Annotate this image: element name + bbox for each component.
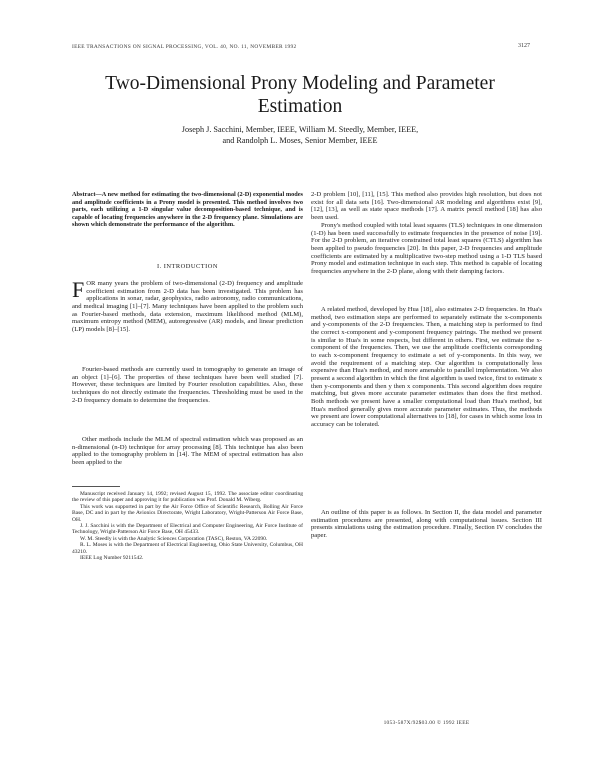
footnote-author-3: R. L. Moses is with the Department of Electrical Engineering, Ohio State University, Columbus, OH 43210. [72, 542, 303, 555]
right-paragraph-3: A related method, developed by Hua [18], also estimates 2-D frequencies. In Hua's method, two estimation steps are performed to separately estimate the x-components and y-components of the 2-D frequencies. Then, a matching step is performed to find the correct x-component and y-component frequency pairings. The method we present is similar to Hua's in some respects, but different in others. First, we estimate the x-component of the frequencies. Then, we use the amplitude coefficients corresponding to each x-component frequency to estimate a set of y-components. In this way, we avoid the requirement of a matching step. Our algorithm is computationally less expensive than Hua's method, and more amenable to parallel implementation. We also present a second algorithm in which the first algorithm is used twice, first to estimate x then y-components and then y then x components. This second algorithm does require matching, but gives more accurate parameter estimates than does the first method. Both methods we present have a smaller computational load than Hua's method, but Hua's method generally gives more accurate parameter estimates. Thus, the methods we present are lower computational alternatives to [18], for cases in which some loss in accuracy can be tolerated. [311, 306, 542, 428]
running-head: IEEE TRANSACTIONS ON SIGNAL PROCESSING, VOL. 40, NO. 11, NOVEMBER 1992 [72, 44, 297, 50]
author-list-line-2: and Randolph L. Moses, Senior Member, IEEE [222, 136, 378, 145]
intro-paragraph-3: Other methods include the MLM of spectral estimation which was proposed as an n-dimensional (n-D) technique for array processing [8]. This technique has also been applied to the tomography problem in [14]. The MEM of spectral estimation has also been applied to the [72, 436, 303, 466]
footnote-author-1: J. J. Sacchini is with the Department of Electrical and Computer Engineering, Air Force Institute of Technology, Wright-Patterson Air Force Base, OH 45433. [72, 523, 303, 536]
abstract: Abstract—A new method for estimating the two-dimensional (2-D) exponential modes and amplitude coefficients in a Prony model is presented. This method involves two parts, each utilizing a 1-D singular value decomposition-based technique, and is capable of locating frequencies anywhere in the 2-D frequency plane. Simulations are shown which demonstrate the performance of the algorithm. [72, 191, 303, 229]
right-paragraph-4: An outline of this paper is as follows. In Section II, the data model and parameter estimation procedures are presented, along with computational issues. Section III presents simulations using the estimation procedure. Finally, Section IV concludes the paper. [311, 509, 542, 539]
footnote-rule [72, 486, 120, 487]
right-paragraph-2: Prony's method coupled with total least squares (TLS) techniques in one dimension (1-D) has been used successfully to estimate frequencies in the presence of noise [19]. For the 2-D problem, an iterative constrained total least squares (CTLS) algorithm has been applied to pseudo frequencies [20]. In this paper, 2-D frequencies and amplitude coefficients are estimated by a multiplicative two-step method using a 1-D TLS based Prony model and estimation technique in each step. This method is capable of locating frequencies anywhere in the 2-D plane, along with their damping factors. [311, 222, 542, 275]
paper-title-line-2: Estimation [257, 96, 343, 117]
intro-paragraph-1-text: OR many years the problem of two-dimensional (2-D) frequency and amplitude coefficient estimation from 2-D data has been investigated. This problem has applications in sonar, radar, geophysics, radio astronomy, radio communications, and medical imaging [1]–[7]. Many techniques have been applied to the problem such as Fourier-based methods, data extension, maximum likelihood method (MLM), maximum entropy method (MEM), autoregressive (AR) models, and linear prediction (LP) models [8]–[15]. [72, 280, 303, 333]
footnotes [72, 491, 303, 561]
footnote-author-2: W. M. Steedly is with the Analytic Sciences Corporation (TASC), Reston, VA 22090. [80, 535, 268, 542]
author-list-line-1: Joseph J. Sacchini, Member, IEEE, William M. Steedly, Member, IEEE, [181, 125, 419, 134]
drop-cap: F [72, 277, 85, 302]
copyright-line: 1053-587X/92$03.00 © 1992 IEEE [383, 720, 470, 726]
page-number: 3127 [518, 43, 530, 49]
section-heading-introduction: I. INTRODUCTION [156, 263, 219, 270]
intro-paragraph-2: Fourier-based methods are currently used in tomography to generate an image of an object [1]–[6]. The properties of these techniques have been well studied [7]. However, these techniques are limited by Fourier resolution capabilities. Also, these techniques do not directly estimate the frequencies. Thresholding must be used in the 2-D frequency domain to determine the frequencies. [72, 366, 303, 404]
paper-title-line-1: Two-Dimensional Prony Modeling and Parameter [105, 73, 495, 94]
footnote-support: This work was supported in part by the Air Force Office of Scientific Research, Bolling Air Force Base, DC and in part by the Avionics Directorate, Wright Laboratory, Wright-Patterson Air Force Base, OH. [72, 503, 303, 523]
right-paragraph-1: 2-D problem [10], [11], [15]. This method also provides high resolution, but does not exist for all data sets [16]. Two-dimensional AR modeling and algorithms exist [9], [12], [13], as well as state space methods [17]. A matrix pencil method [18] has also been used. [311, 191, 542, 221]
footnote-manuscript: Manuscript received January 14, 1992; revised August 15, 1992. The associate editor coordinating the review of this paper and approving it for publication was Prof. Donald M. Wiberg. [72, 491, 303, 504]
footnote-log-number: IEEE Log Number 9211542. [80, 555, 144, 562]
intro-paragraph-1 [72, 277, 303, 334]
